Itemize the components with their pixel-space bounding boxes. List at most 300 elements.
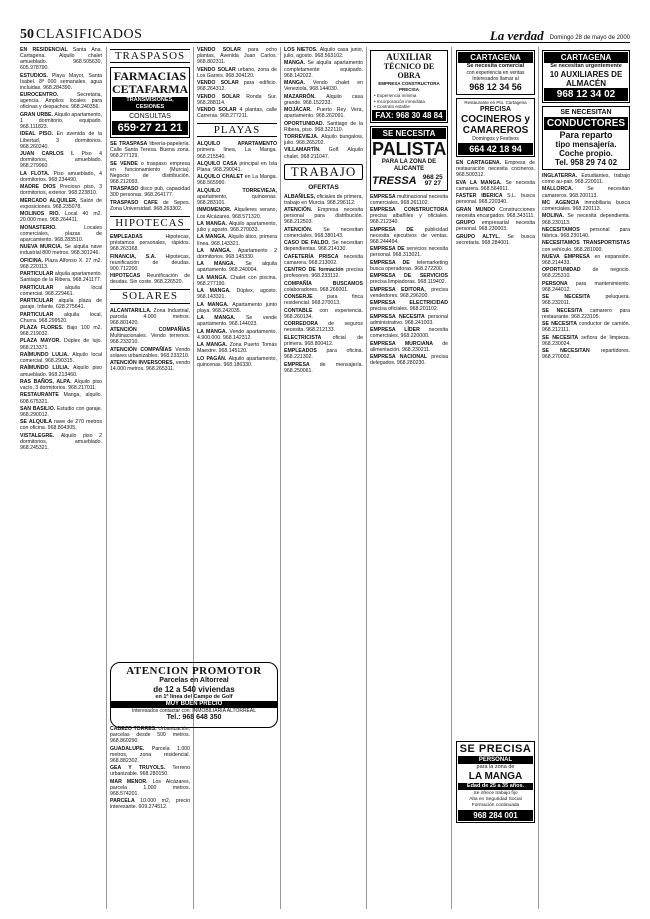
listing-lead: LA MANGA. (197, 274, 231, 281)
listing-text: Alquilo piso amueblado. 968.213460. (20, 365, 102, 378)
classified-listing (542, 200, 630, 212)
listing-lead: PLAZA FLORES. (20, 324, 67, 331)
listing-lead: VISTALEGRE. (20, 432, 61, 439)
ad-conductores (542, 106, 630, 170)
listing-text: 10.000 m2, precio interesante. 609.274512. (110, 798, 190, 811)
classifieds-column-2-lower (110, 726, 190, 909)
listing-lead: PERSONA (542, 280, 576, 287)
listing-text: de negocio. 968.225310. (542, 267, 630, 280)
ad-auxiliar-tecnico (370, 50, 448, 123)
classified-listing (110, 798, 190, 810)
listing-text: Alquilo casa junio, julio, agosto. 968.563102. (284, 47, 363, 60)
listing-lead: ATENCIÓN. (284, 226, 324, 233)
listing-text: precisa albañiles y oficiales. 968.212340. (370, 213, 448, 226)
ad-phone: Tel.: 968 648 350 (166, 714, 222, 721)
listing-lead: VENDO SOLAR (197, 47, 249, 53)
classifieds-column-5 (370, 47, 448, 909)
listing-text: Se necesitan camareros. 968.200113. (542, 186, 630, 199)
classified-listing (370, 246, 448, 258)
classified-listing (284, 94, 363, 106)
ad-phone: 659·27 21 21 (112, 121, 188, 135)
issue-date: Domingo 28 de mayo de 2000 (549, 35, 630, 41)
classified-listing (20, 131, 102, 149)
ad-phone: Tel. 958 29 74 02 (554, 158, 618, 167)
classified-listing (456, 180, 535, 192)
classifieds-column-7 (542, 47, 630, 909)
classified-listing (110, 273, 190, 285)
listing-lead: MERCADO ALQUILER, (20, 197, 81, 204)
ad-text: Interesados contactar con: INMOBILIARIA ALTORREAL (131, 708, 257, 714)
listing-text: con experiencia. 968.260134. (284, 307, 363, 320)
listing-text: Dúplex de lujo. 968.213371. (20, 338, 102, 351)
classified-listing (197, 67, 277, 79)
ad-phone: 664 42 18 94 (458, 143, 533, 155)
listing-text: nave de 270 metros con oficina. 968.804305. (20, 419, 102, 432)
listing-lead: CABEZO TORRES. (110, 726, 159, 732)
classified-listing (284, 240, 363, 252)
listing-lead: CONSERJE (284, 294, 328, 301)
section-title: CLASIFICADOS (36, 27, 143, 42)
listing-text: Vendo apartamento, 4.900.000. 968.142312. (197, 328, 277, 341)
classified-listing (20, 285, 102, 297)
listing-lead: PARTICULAR (20, 284, 65, 291)
classified-listing (284, 335, 363, 347)
newspaper-logo: La verdad (489, 28, 544, 43)
listing-text: multinacional necesita comerciales. 968.261102. (370, 193, 448, 206)
listing-text: o traspaso empresa en funcionamiento (Murcia). Negocio de distribución. 968.212093. (110, 160, 190, 185)
ad-text: • Experiencia mínima • Incorporación inmediata • Contrato estable (374, 93, 425, 109)
listing-text: Se necesitan dependientas. 968.214130. (284, 240, 363, 253)
listing-text: colaboradores. 968.266001. (284, 286, 349, 293)
classified-listing (20, 225, 102, 243)
ad-text: tipo mensajería. (555, 140, 617, 149)
classified-listing (197, 141, 277, 159)
listing-lead: EMPRESA NECESITA (370, 313, 429, 320)
classified-listing (197, 248, 277, 260)
classified-listing (284, 254, 363, 266)
classified-listing (542, 335, 630, 347)
ad-text: SE NECESITAN (560, 109, 612, 116)
listing-text: primera línea, La Manga. 968.215540. (197, 147, 277, 160)
classified-listing (370, 273, 448, 285)
listing-text: alquila plaza de garaje. Infante. 628.275641. (20, 298, 102, 311)
classified-listing (542, 281, 630, 293)
ad-title: CONDUCTORES (544, 117, 628, 130)
listing-text: principal en Isla Plana. 968.290041. (197, 160, 277, 173)
listing-lead: ALQUILO CHALET (197, 174, 245, 181)
listing-text: Secretaria, agencia. Amplios locales para oficinas y despachos. 968.240356. (20, 92, 102, 111)
classified-listing (20, 47, 102, 71)
classified-listing (20, 379, 102, 391)
listing-lead: MAR MENOR. (110, 778, 153, 785)
header-right (490, 29, 630, 42)
ad-text: Restaurante en Pto. Cartagena (464, 100, 527, 105)
classified-listing (197, 188, 277, 206)
listing-lead: CASO DE FALDO. (284, 240, 333, 247)
listing-text: vendo 14.000 metros. 968.265311. (110, 360, 190, 373)
listing-text: Se necesita camarera. 968.564911. (456, 179, 535, 192)
ad-text: Parcelas en Altorreal (159, 677, 229, 684)
listing-group (197, 141, 277, 368)
listing-lead: EMPRESA DE (370, 259, 417, 266)
ad-title: ATENCION PROMOTOR (126, 665, 262, 677)
classified-listing (542, 254, 630, 266)
listing-lead: EMPLEADAS (110, 234, 166, 241)
listing-lead: INGLATERRA. (542, 173, 582, 179)
category-heading: TRASPASOS (110, 49, 190, 63)
listing-lead: ATENCIÓN COMPAÑÍAS (110, 346, 176, 353)
classified-listing (542, 308, 630, 320)
listing-text: Ronda Sur. 968.288114. (197, 93, 277, 106)
classified-listing (197, 342, 277, 354)
listing-text: Salón de exposiciones. 968.235078. (20, 197, 102, 210)
classified-listing (542, 321, 630, 333)
ad-title: CAMAREROS (462, 125, 529, 136)
listing-text: personal administrativo. 968.241003. (370, 313, 448, 326)
classified-listing (284, 294, 363, 306)
listing-lead: LA MANGA. (197, 261, 246, 268)
listing-lead: GRUPO ALTYL. (456, 233, 508, 240)
listing-text: servicios necesita personal. 968.313021. (370, 246, 448, 259)
listing-lead: EMPRESA EDITORA, (370, 286, 432, 293)
listing-text: Urbanización, parcelas desde 500 metros. 968.860290. (110, 726, 190, 745)
classified-listing (370, 194, 448, 206)
listing-group (370, 194, 448, 367)
classified-listing (284, 267, 363, 279)
classified-listing (20, 419, 102, 431)
listing-text: Hipotecas, préstamos personales, rápidos. 968.263168. (110, 234, 190, 253)
classified-listing (284, 308, 363, 320)
classified-listing (456, 234, 535, 246)
listing-group (542, 173, 630, 360)
ad-title: 10 AUXILIARES DE ALMACÉN (549, 70, 623, 88)
ad-se-precisa (456, 741, 535, 823)
listing-text: de Sepes. Zona Universidad. 968.263302. (110, 199, 190, 212)
listing-text: Golf. Alquilo chalet. 968.211047. (284, 147, 363, 160)
listing-text: Santa Ana. Cartagena. Alquilo chalet amueblado. 968.505630, 605.978790. (20, 47, 102, 72)
classified-listing (284, 194, 363, 206)
listing-text: apartamento, quincenas. 968.283101. (197, 193, 277, 207)
column-divider (106, 47, 107, 909)
classified-listing (20, 365, 102, 377)
listing-text: Alquilo apartamento, julio y agosto. 968.270033. (197, 220, 277, 234)
listing-text: Chalet con piscina. 968.277190. (197, 274, 277, 287)
column-divider (366, 47, 367, 909)
classified-listing (370, 341, 448, 353)
listing-lead: PLAZA MAYOR. (20, 338, 64, 345)
classified-listing (456, 207, 535, 219)
listing-lead: ATENCIÓN INVERSORES, (110, 360, 176, 367)
classified-listing (20, 298, 102, 310)
ad-text: MUY BUEN PRECIO (111, 701, 277, 708)
listing-text: para finca residencial. 968.270013. (284, 294, 363, 307)
classified-listing (197, 315, 277, 327)
ad-text: Para reparto (559, 130, 613, 140)
ad-text: en 1ª línea del Campo de Golf (155, 694, 233, 700)
ad-title: CARTAGENA (458, 52, 533, 63)
ad-phone: 968 12 34 56 (469, 82, 522, 92)
classified-listing (197, 47, 277, 65)
listing-lead: PARTICULAR (20, 298, 59, 305)
listing-lead: TRASPASO CAFE (110, 199, 163, 206)
classified-listing (197, 207, 277, 219)
listing-lead: VILLAMARTÍN. (284, 147, 329, 154)
listing-text: de mensajería. 968.250061. (284, 361, 363, 374)
listing-lead: LA MANGA. (197, 288, 237, 295)
listing-text: Empresa de restauración necesita cocineros. 968.500312. (456, 160, 535, 179)
listing-lead: ALQUILO TORREVIEJA, (197, 187, 277, 194)
listing-lead: SE VENDE (110, 160, 141, 167)
listing-text: alquila apartamento. Santiago de la Ribera. 968.241177. (20, 271, 102, 284)
listing-text: precisa delegados. 968.280230. (370, 354, 448, 367)
ad-title: AUXILIAR (386, 52, 432, 62)
listing-lead: ATENCIÓN COMPAÑÍAS (110, 327, 190, 334)
listing-lead: LA MANGA. (197, 247, 238, 254)
listing-lead: CAFETERÍA PRISCA (284, 253, 344, 260)
ad-atencion-promotor (110, 662, 278, 728)
classified-listing (110, 141, 190, 159)
ad-title: SE NECESITA (372, 128, 446, 139)
listing-lead: EMPRESA (370, 193, 397, 200)
listing-text: Vendo chalet en Veneziola. 968.144030. (284, 80, 363, 93)
classifieds-column-3-lower (197, 726, 277, 909)
category-heading: HIPOTECAS (110, 216, 190, 230)
classified-listing (20, 73, 102, 91)
listing-text: Piso amueblado, 4 dormitorios. 968.234490. (20, 170, 102, 183)
classified-listing (110, 186, 190, 198)
listing-lead: MADRE DIOS (20, 184, 60, 191)
ad-text: Domingos y Festivos (472, 136, 519, 142)
ad-title: FARMACIAS (113, 69, 187, 84)
listing-text: Se alquila apartamento. 968.240004. (197, 261, 277, 274)
listing-lead: SE ALQUILA (20, 419, 54, 426)
listing-text: precisa limpiadoras. 968.119402. (370, 279, 447, 286)
classified-listing (197, 329, 277, 341)
listing-lead: TRASPASO (110, 186, 141, 193)
classified-listing (284, 60, 363, 78)
listing-text: urbano, zona de Los Garres. 968.304120. (197, 66, 277, 79)
listing-text: para ocho plantas, Avenida Juan Carlos. 968.802311. (197, 47, 277, 66)
listing-lead: LO PAGÁN. (197, 355, 229, 362)
listing-lead: CONTABLE (284, 307, 320, 314)
listing-lead: GUADALUPE. (110, 745, 152, 752)
listing-lead: LA MANGA. (197, 342, 230, 349)
listing-text: Apartamento junto playa. 968.242035. (197, 301, 277, 314)
listing-text: con vehículo. 968.281000. (542, 246, 603, 253)
classifieds-column-2 (110, 47, 190, 657)
listing-lead: EMPRESA NACIONAL (370, 354, 432, 361)
listing-lead: LA FLOTA. (20, 170, 54, 177)
listing-text: 4 plantas, calle Carreras. 968.277211. (197, 107, 277, 120)
listing-lead: LA MANGA. (197, 301, 233, 308)
classified-listing (110, 765, 190, 777)
ad-text: para la zona de (476, 764, 515, 770)
listing-text: Vendo solares urbanizables. 968.233210. (110, 346, 190, 359)
listing-lead: SE NECESITAN (542, 348, 601, 355)
classified-listing (20, 258, 102, 270)
classified-listing (197, 161, 277, 173)
listing-lead: EN CARTAGENA. (456, 160, 505, 166)
listing-text: Plaza Alfonso X. 27 m2. 968.220113. (20, 257, 102, 270)
listing-text: Los Alcázares, parcela 1.000 metros. 968.574201. (110, 778, 190, 797)
classified-listing (284, 281, 363, 293)
classified-listing (20, 92, 102, 110)
classified-listing (110, 347, 190, 359)
listing-text: oficiales de primera, trabajo en Murcia. 968.296112. (284, 193, 363, 206)
listing-text: Alquilo apartamento, 1 dormitorio, equipado. 968.111823. (20, 111, 102, 131)
listing-lead: COMPAÑÍA BUSCAMOS (284, 280, 363, 287)
listing-lead: ALQUILO APARTAMENTO (197, 141, 277, 148)
classified-listing (197, 221, 277, 233)
ad-phone: FAX: 968 30 48 84 (372, 110, 446, 121)
ad-phone: 968 12 34 02 (544, 88, 628, 101)
listing-text: Reunificación de deudas. Sin coste. 968.226520. (110, 273, 190, 286)
classified-listing (110, 200, 190, 212)
listing-text: para oficina. 968.221302. (284, 348, 363, 361)
listing-text: Se alquila apartamento completamente equipado. 968.142022. (284, 60, 363, 79)
classified-listing (370, 287, 448, 299)
classified-listing (20, 151, 102, 169)
classified-listing (197, 302, 277, 314)
ad-title: PALISTA (372, 138, 447, 159)
classified-listing (542, 348, 630, 360)
listing-lead: LOS NIETOS. (284, 47, 320, 53)
classified-listing (110, 308, 190, 326)
ad-brand: CETAFARMA (112, 82, 189, 97)
listing-text: Local 40 m2. 20.000 mes. 968.264411. (20, 211, 102, 224)
listing-group (110, 308, 190, 373)
listing-text: Alquilo piso 2 dormitorios, amueblado. 968.245321. (20, 432, 102, 452)
listing-lead: MANGA. (284, 80, 313, 87)
classifieds-column-1 (20, 47, 102, 909)
listing-lead: MALLORCA. (542, 186, 588, 193)
ad-title: CARTAGENA (544, 52, 628, 63)
listing-lead: SE NECESITA (542, 307, 590, 314)
listing-text: repartidores. 968.270002. (542, 348, 630, 361)
classified-listing (20, 112, 102, 130)
listing-text: alquila local, Churra. 968.299520. (20, 311, 102, 324)
page-header (20, 26, 630, 43)
listing-lead: MC AGENCIA (542, 199, 585, 206)
listing-text: Playa Mayor, Santa Isabel. 8ª 000 semanales, agua incluidas. 968.284390. (20, 72, 102, 91)
category-heading: PLAYAS (197, 123, 277, 137)
ad-brand: TRESSA (372, 174, 417, 187)
listing-text: publicidad necesita ejecutivos de ventas. 968.244494. (370, 226, 448, 245)
classified-listing (542, 240, 630, 252)
listing-text: Empresa necesita personal para distribución. 968.212503. (284, 207, 363, 226)
listing-text: Parcela 1.000 metros, zona residencial. 968.882302. (110, 745, 190, 764)
classifieds-column-3 (197, 47, 277, 657)
classified-listing (284, 47, 363, 59)
listing-lead: PARCELA (110, 798, 141, 805)
listing-text: peluquera. 968.232011. (542, 294, 630, 307)
listing-lead: EUROCENTRO. (20, 92, 77, 99)
listing-text: de alimentación. 968.230211. (370, 340, 448, 353)
classified-listing (197, 174, 277, 186)
listing-group (20, 47, 102, 451)
listing-lead: PARTICULAR (20, 271, 55, 278)
classified-listing (284, 207, 363, 225)
classified-listing (20, 325, 102, 337)
column-divider (193, 47, 194, 909)
classified-listing (284, 362, 363, 374)
ad-text: Coche propio. (559, 149, 613, 158)
classified-listing (370, 327, 448, 339)
classified-listing (20, 406, 102, 418)
ad-text: de 12 a 540 viviendas (153, 685, 235, 694)
listing-lead: EMPRESA DE SERVICIOS (370, 273, 448, 280)
classifieds-column-4 (284, 47, 363, 909)
ad-palista (370, 126, 448, 191)
classified-listing (20, 244, 102, 256)
classified-listing (110, 360, 190, 372)
ad-text: Se necesita comercial (466, 63, 525, 69)
listing-lead: VENDO SOLAR (197, 107, 240, 114)
listing-lead: RAÍMUNDO LULIA. (20, 351, 73, 358)
listing-lead: VENDO SOLAR (197, 66, 238, 73)
listing-text: necesita comerciales. 968.220000. (370, 327, 448, 340)
listing-text: de seguros necesita. 968.212133. (284, 321, 363, 334)
classified-listing (197, 80, 277, 92)
listing-lead: MOLINA. (542, 213, 568, 220)
classified-listing (370, 354, 448, 366)
listing-text: telemarketing busca operadoras. 968.272200. (370, 259, 448, 272)
listing-text: Alquileres verano, Los Alcázares. 968.571320. (197, 207, 277, 220)
listing-lead: SAN BASILIO. (20, 405, 57, 412)
listing-text: Se necesita dependienta. 968.230113. (542, 213, 630, 226)
classified-listing (20, 271, 102, 283)
listing-text: Manga, alquilo. 608.675321. (20, 392, 102, 405)
classified-listing (542, 267, 630, 279)
page-number: 50 (20, 27, 34, 42)
ad-title: TÉCNICO DE OBRA (383, 62, 435, 80)
listing-lead: HIPOTECAS (110, 273, 147, 280)
ad-cartagena-auxiliares (542, 50, 630, 103)
classified-listing (20, 392, 102, 404)
listing-lead: FINANCIA, S.A. (110, 253, 166, 260)
listing-text: precisa oficiales. 968.201102. (370, 306, 439, 313)
classified-listing (284, 107, 363, 119)
classified-listing (284, 147, 363, 159)
classified-listing (20, 352, 102, 364)
listing-lead: EN RESIDENCIAL (20, 47, 73, 53)
listing-text: Estudiantes, trabajo como au-pair. 968.220011. (542, 173, 630, 186)
listing-group (284, 47, 363, 160)
listing-text: Zona Industrial, parcela 4.000 metros. 968.801420. (110, 307, 190, 326)
listing-text: empresarial necesita personal. 968.230003. (456, 220, 535, 233)
ad-text: con experiencia en ventas (466, 70, 525, 76)
listing-lead: GRAN MUNDO (456, 206, 500, 213)
classified-listing (284, 321, 363, 333)
listing-lead: NUEVA MURCIA. (20, 244, 65, 251)
listing-lead: SE NECESITA (542, 321, 579, 328)
listing-lead: EMPRESA DE (370, 246, 407, 253)
listing-lead: RAS BAÑOS, ALPA. (20, 378, 75, 385)
classified-listing (456, 160, 535, 178)
classified-listing (110, 234, 190, 252)
listing-group (110, 234, 190, 285)
classified-listing (197, 107, 277, 119)
ad-text: Edad de 25 a 35 años. (458, 783, 533, 790)
listing-lead: MOJÁCAR. (284, 107, 317, 114)
listing-lead: CORREDORA (284, 321, 329, 328)
listing-text: Terreno urbanizable. 968.280150. (110, 765, 190, 778)
listing-text: disco pub, capacidad 300 personas. 968.264177. (110, 186, 190, 199)
listing-lead: EMPRESA CONSTRUCTORA (370, 207, 448, 214)
listing-lead: NECESITAMOS TRANSPORTISTAS (542, 240, 630, 247)
classified-listing (20, 312, 102, 324)
classified-listing (197, 234, 277, 246)
